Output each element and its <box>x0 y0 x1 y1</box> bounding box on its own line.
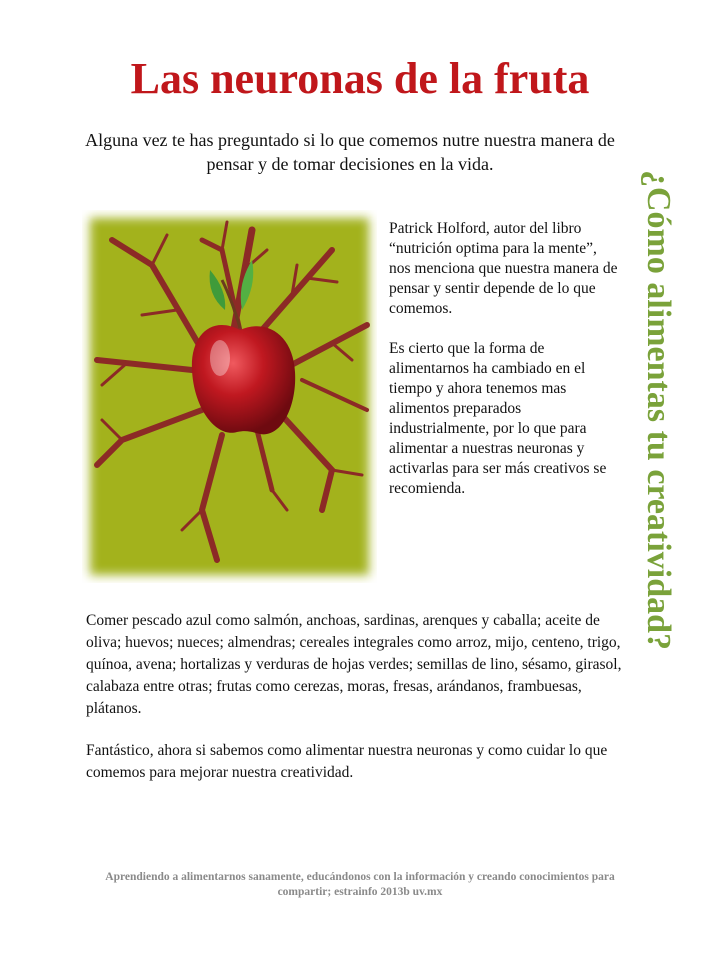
vertical-title: ¿Cómo alimentas tu creatividad? <box>640 169 677 651</box>
footer-text: Aprendiendo a alimentarnos sanamente, educándonos con la información y creando conocimientos para compartir; estrainfo 2013b uv.mx <box>105 871 615 898</box>
body-paragraph-food-list: Comer pescado azul como salmón, anchoas, sardinas, arenques y caballa; aceite de oliva; huevos; nueces; almendras; cereales integrales como arroz, mijo, centeno, trigo, quínoa, avena; hortalizas y verduras de hojas verdes; semillas de lino, sésamo, girasol, calabaza entre otras; frutas como cerezas, moras, fresas, arándanos, frambuesas, plátanos. <box>86 612 622 717</box>
body-paragraph-conclusion: Fantástico, ahora si sabemos como alimentar nuestra neuronas y como cuidar lo que comemos para mejorar nuestra creatividad. <box>86 742 608 781</box>
side-paragraph-holford: Patrick Holford, autor del libro “nutrición optima para la mente”, nos menciona que nuestra manera de pensar y sentir depende de lo que comemos. <box>389 220 618 317</box>
vertical-title-container <box>628 140 688 680</box>
side-text-block <box>389 219 621 519</box>
body-text-block <box>86 610 626 804</box>
apple-neuron-illustration <box>82 210 377 583</box>
page-title: Las neuronas de la fruta <box>130 54 590 103</box>
intro-text: Alguna vez te has preguntado si lo que comemos nutre nuestra manera de pensar y de tomar decisiones en la vida. <box>85 130 615 174</box>
side-paragraph-alimentacion: Es cierto que la forma de alimentarnos ha cambiado en el tiempo y ahora tenemos mas alimentos preparados industrialmente, por lo que para alimentar a nuestras neuronas y activarlas para ser más creativos se recomienda. <box>389 340 607 497</box>
